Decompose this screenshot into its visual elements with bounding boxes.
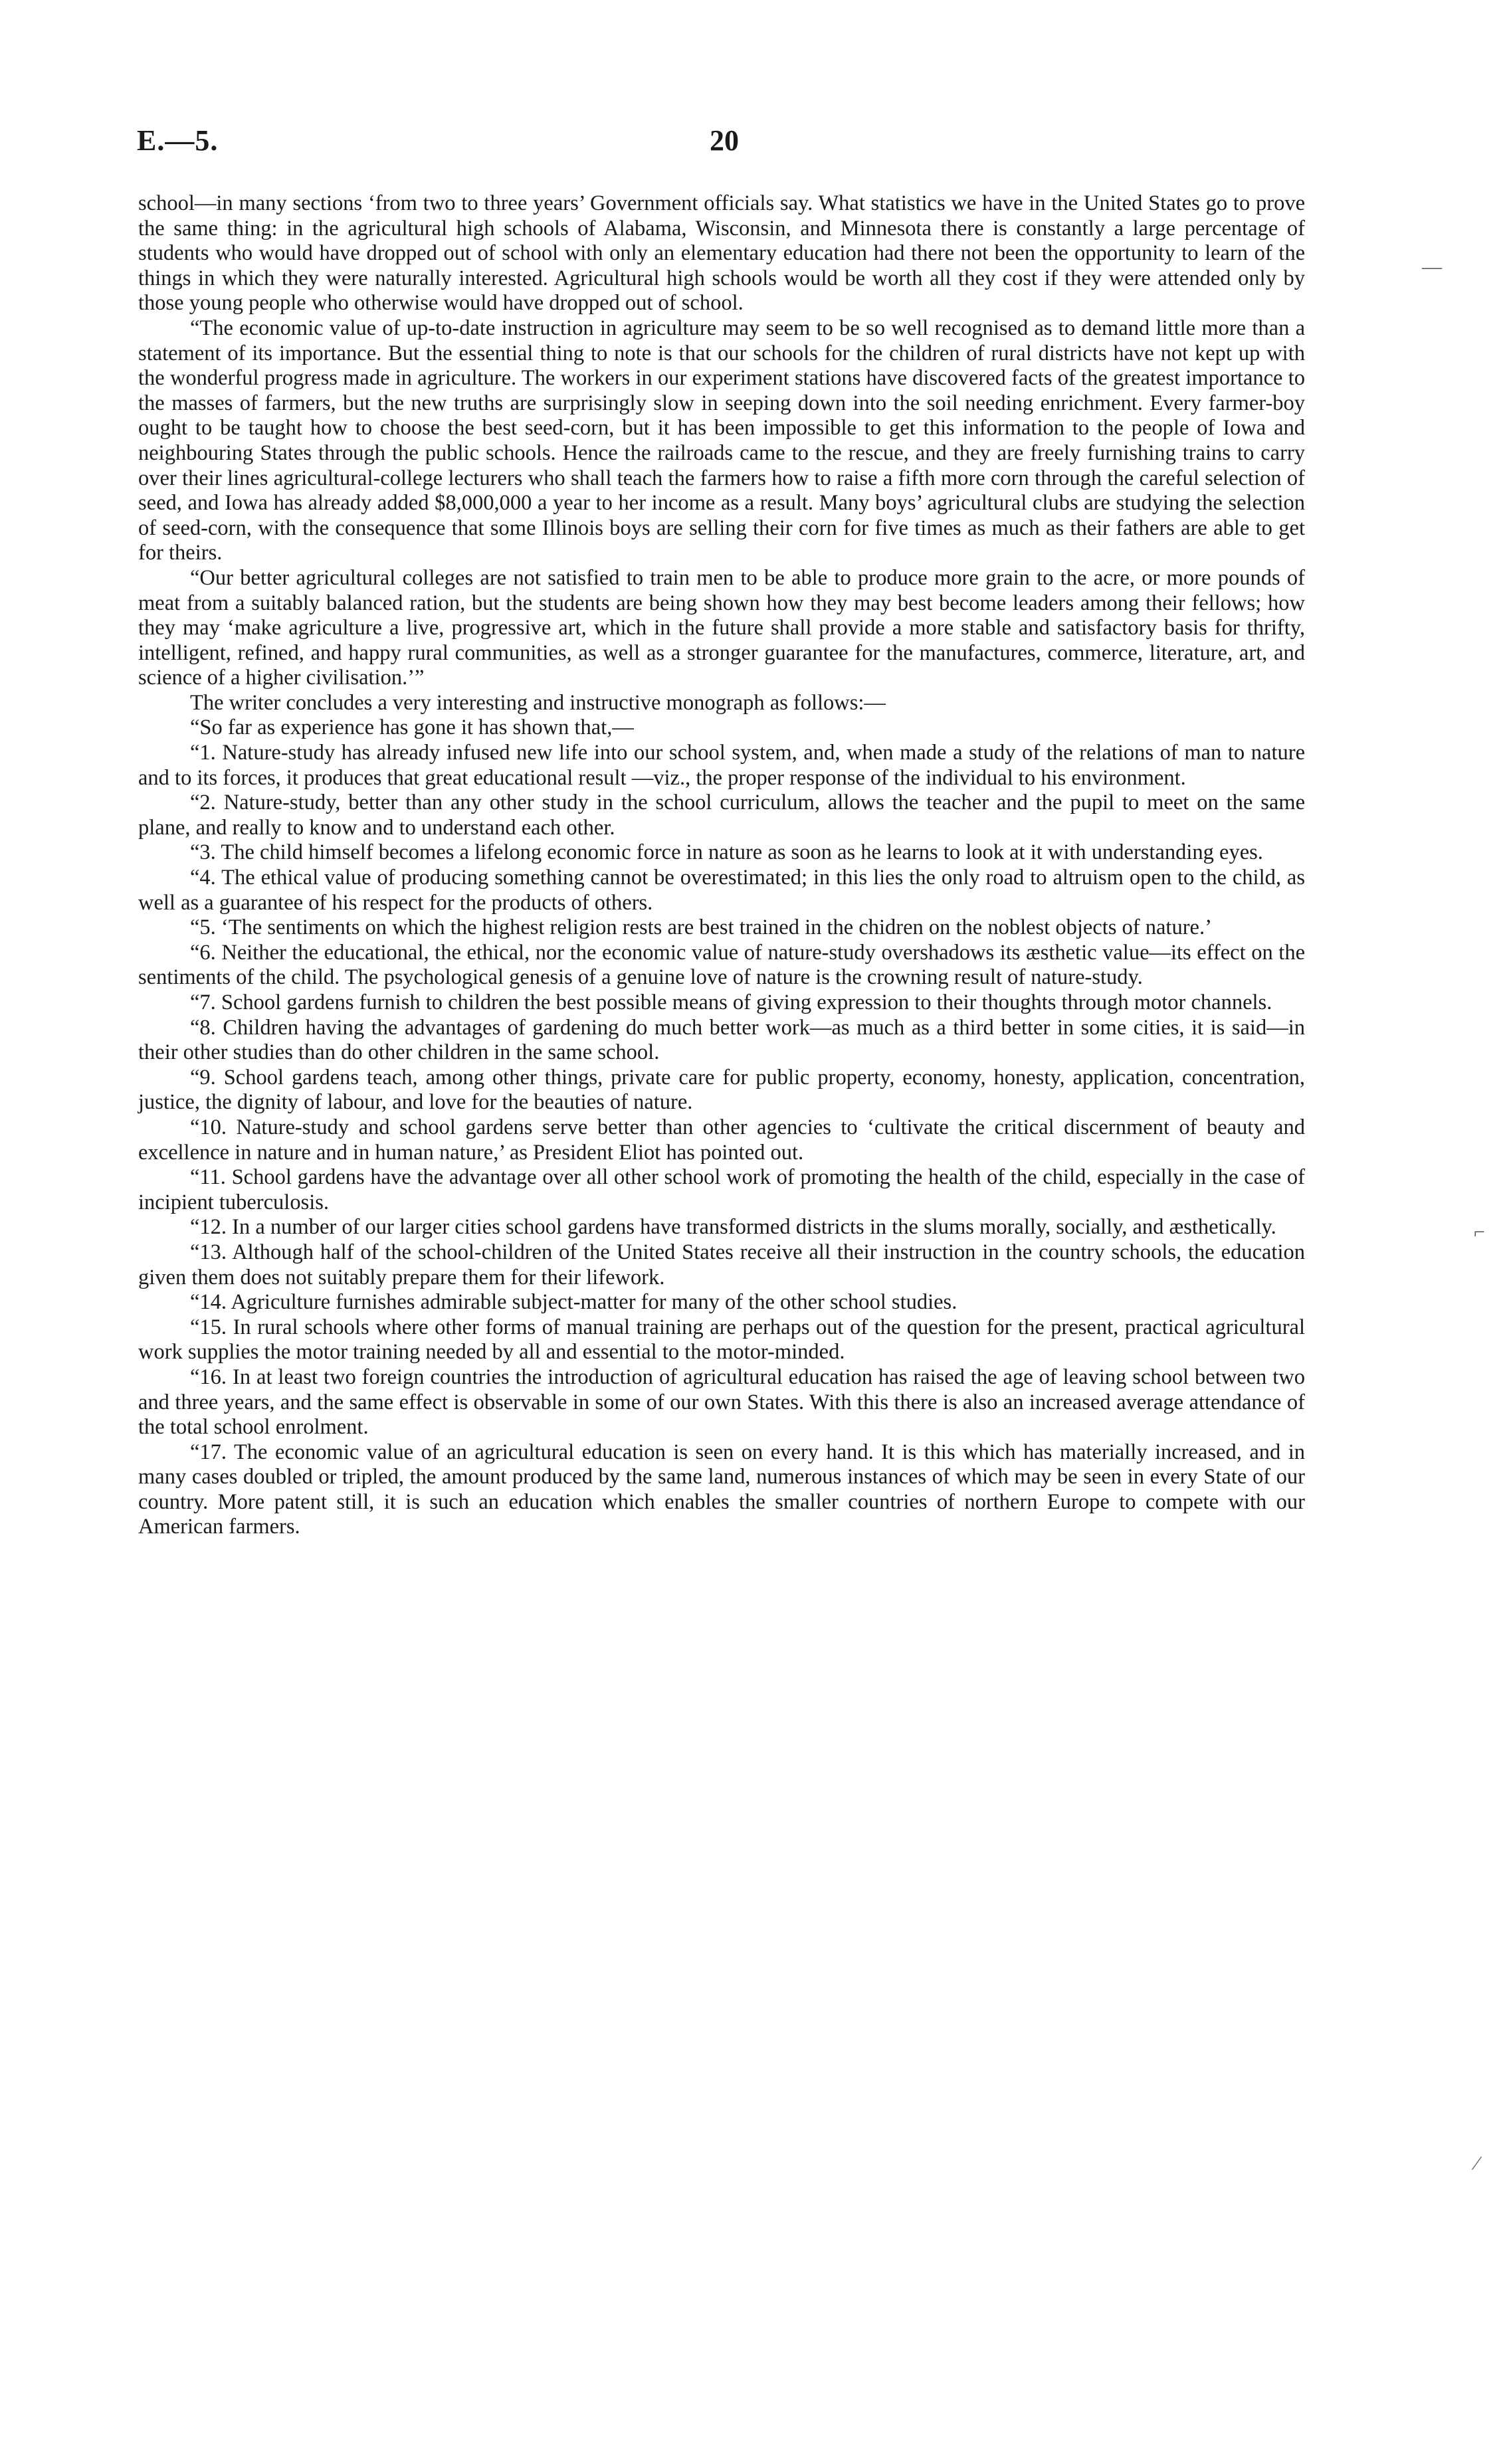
list-item: “10. Nature-study and school gardens serve better than other agencies to ‘cultivate the critical discernment of beauty and excellence in nature and in human nature,’ as President Eliot has pointed out. [138,1115,1305,1165]
list-item: “3. The child himself becomes a lifelong economic force in nature as soon as he learns to look at it with understanding eyes. [190,840,1263,865]
list-item: “17. The economic value of an agricultural education is seen on every hand. It is this which has materially increased, and in many cases doubled or tripled, the amount produced by the same land, numerous instances of which may be seen in every State of our country. More patent still, it is such an education which enables the smaller countries of northern Europe to compete with our American farmers. [138,1440,1305,1539]
list-item: “4. The ethical value of producing something cannot be overestimated; in this lies the only road to altruism open to the child, as well as a guarantee of his respect for the products of others. [138,866,1305,915]
page-number: 20 [710,124,739,157]
list-item: “15. In rural schools where other forms of manual training are perhaps out of the question for the present, practical agricultural work supplies the motor training needed by all and essential to the motor-minded. [138,1315,1305,1365]
list-item: “7. School gardens furnish to children the best possible means of giving expression to their thoughts through motor channels. [190,991,1272,1014]
list-item: “2. Nature-study, better than any other study in the school curriculum, allows the teacher and the pupil to meet on the same plane, and really to know and to understand each other. [138,791,1305,840]
list-item: “6. Neither the educational, the ethical, nor the economic value of nature-study overshadows its æsthetic value—its effect on the sentiments of the child. The psychological genesis of a genuine love of nature is the crowning result of nature-study. [138,940,1305,990]
list-item: “9. School gardens teach, among other things, private care for public property, economy, honesty, application, concentration, justice, the dignity of labour, and love for the beauties of nature. [138,1065,1305,1115]
paragraph: “So far as experience has gone it has shown that,— [190,715,634,740]
paragraph-continuation: school—in many sections ‘from two to three years’ Government officials say. What statistics we have in the United States go to prove the same thing: in the agricultural high schools of Alabama, Wisconsin, and Minnesota there is constantly a large percentage of students who would have dropped out of school with only an elementary education had there not been the opportunity to learn of the things in which they were naturally interested. Agricultural high schools would be worth all they cost if they were attended only by those young people who otherwise would have dropped out of school. [138,191,1305,316]
list-item: “14. Agriculture furnishes admirable subject-matter for many of the other school studies. [190,1290,957,1315]
body-text [138,191,1305,1540]
margin-mark: — [1422,256,1442,278]
margin-mark: ⌐ [1474,1221,1485,1243]
paragraph: “Our better agricultural colleges are not satisfied to train men to be able to produce more grain to the acre, or more pounds of meat from a suitably balanced ration, but the students are being shown how they may best become leaders among their fellows; how they may ‘make agriculture a live, progressive art, which in the future shall provide a more stable and satisfactory basis for thrifty, intelligent, refined, and happy rural communities, as well as a stronger guarantee for the manufactures, commerce, literature, art, and science of a higher civilisation.’” [138,565,1305,690]
list-item: “8. Children having the advantages of gardening do much better work—as much as a third better in some cities, it is said—in their other studies than do other children in the same school. [138,1015,1305,1065]
paragraph: “The economic value of up-to-date instruction in agriculture may seem to be so well recognised as to demand little more than a statement of its importance. But the essential thing to note is that our schools for the children of rural districts have not kept up with the wonderful progress made in agriculture. The workers in our experiment stations have discovered facts of the greatest importance to the masses of farmers, but the new truths are surprisingly slow in seeping down into the soil needing enrichment. Every farmer-boy ought to be taught how to choose the best seed-corn, but it has been impossible to get this information to the people of Iowa and neighbouring States through the public schools. Hence the railroads came to the rescue, and they are freely furnishing trains to carry over their lines agricultural-college lecturers who shall teach the farmers how to raise a fifth more corn through the careful selection of seed, and Iowa has already added $8,000,000 a year to her income as a result. Many boys’ agricultural clubs are studying the selection of seed-corn, with the consequence that some Illinois boys are selling their corn for five times as much as their fathers are able to get for theirs. [138,316,1305,565]
list-item: “11. School gardens have the advantage over all other school work of promoting the health of the child, especially in the case of incipient tuberculosis. [138,1165,1305,1214]
list-item: “12. In a number of our larger cities school gardens have transformed districts in the slums morally, socially, and æsthetically. [190,1215,1276,1240]
margin-mark: ∕ [1475,2152,1479,2174]
list-item: “1. Nature-study has already infused new life into our school system, and, when made a study of the relations of man to nature and to its forces, it produces that great educational result —viz., the proper response of the individual to his environment. [138,741,1305,790]
page-header [137,124,1304,163]
paragraph: The writer concludes a very interesting and instructive monograph as follows:— [190,690,886,715]
document-reference: E.—5. [137,124,219,157]
list-item: “5. ‘The sentiments on which the highest religion rests are best trained in the chidren on the noblest objects of nature.’ [190,915,1212,940]
list-item: “13. Although half of the school-children of the United States receive all their instruction in the country schools, the education given them does not suitably prepare them for their lifework. [138,1240,1305,1289]
list-item: “16. In at least two foreign countries the introduction of agricultural education has raised the age of leaving school between two and three years, and the same effect is observable in some of our own States. With this there is also an increased average attendance of the total school enrolment. [138,1365,1305,1440]
